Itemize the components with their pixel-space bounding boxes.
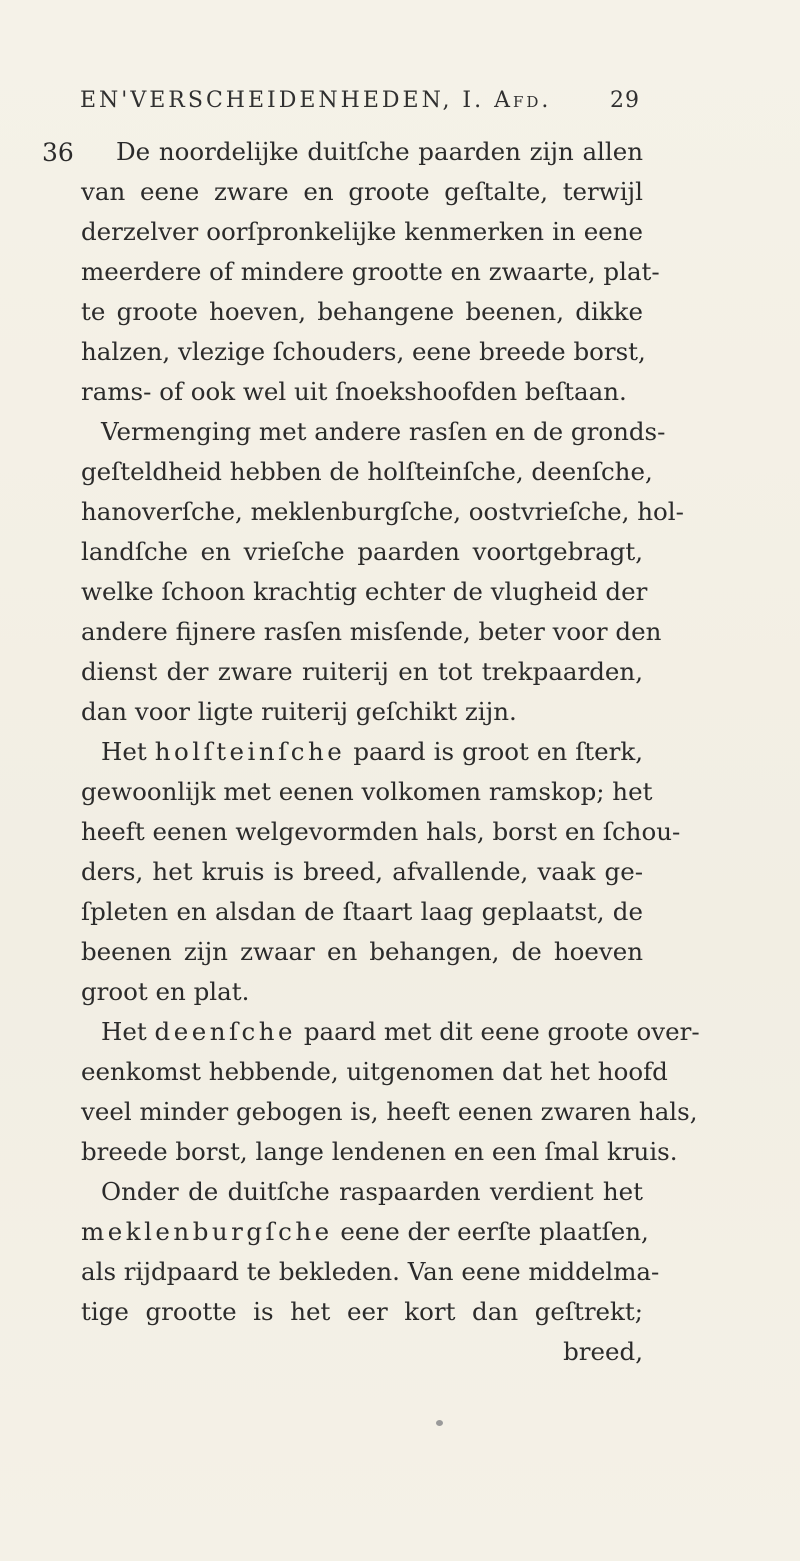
text-line: halzen, vlezige ſchouders, eene breede borst, xyxy=(81,337,646,366)
text-line: hanoverſche, meklenburgſche, oostvrieſche, hol- xyxy=(81,497,684,526)
page-number: 29 xyxy=(610,88,640,113)
paragraph-number: 36 xyxy=(42,138,74,167)
text-line: ſpleten en alsdan de ſtaart laag geplaatst, de xyxy=(81,897,643,926)
text-line: derzelver oorſpronkelijke kenmerken in eene xyxy=(81,217,643,246)
text-line: te groote hoeven, behangene beenen, dikke xyxy=(81,297,643,326)
text-line xyxy=(101,1012,700,1052)
text-fragment: eene der eerſte plaatſen, xyxy=(340,1217,649,1246)
text-fragment: paard met dit eene groote over- xyxy=(303,1017,700,1046)
text-line: heeft eenen welgevormden hals, borst en ſchou- xyxy=(81,817,681,846)
page-header xyxy=(80,88,640,118)
text-line: Onder de duitſche raspaarden verdient het xyxy=(101,1177,643,1206)
text-line: als rijdpaard te bekleden. Van eene middelma- xyxy=(81,1257,660,1286)
text-line: welke ſchoon krachtig echter de vlugheid der xyxy=(81,577,648,606)
text-line: groot en plat. xyxy=(81,977,250,1006)
text-line: landſche en vrieſche paarden voortgebragt, xyxy=(81,537,643,566)
text-line: gewoonlijk met eenen volkomen ramskop; het xyxy=(81,777,653,806)
breed-name: deenſche xyxy=(154,1017,297,1046)
text-line: veel minder gebogen is, heeft eenen zwaren hals, xyxy=(81,1097,698,1126)
breed-name: meklenburgſche xyxy=(81,1217,333,1246)
text-line: breede borst, lange lendenen en een ſmal kruis. xyxy=(81,1137,678,1166)
text-fragment: Het xyxy=(101,737,147,766)
text-fragment: Het xyxy=(101,1017,147,1046)
text-line: tige grootte is het eer kort dan geſtrekt; xyxy=(81,1297,643,1326)
text-fragment: paard is groot en ſterk, xyxy=(353,737,643,766)
text-line: van eene zware en groote geſtalte, terwijl xyxy=(81,177,643,206)
breed-name: holſteinſche xyxy=(154,737,346,766)
text-line: De noordelijke duitſche paarden zijn allen xyxy=(116,137,643,166)
text-line: dienst der zware ruiterij en tot trekpaarden, xyxy=(81,657,643,686)
text-line xyxy=(81,1212,649,1252)
catchword: breed, xyxy=(563,1337,643,1366)
text-line: geſteldheid hebben de holſteinſche, deenſche, xyxy=(81,457,653,486)
text-line: ders, het kruis is breed, afvallende, vaak ge- xyxy=(81,857,643,886)
text-line: eenkomst hebbende, uitgenomen dat het hoofd xyxy=(81,1057,668,1086)
text-line xyxy=(101,732,643,772)
text-line: andere fijnere rasſen misſende, beter voor den xyxy=(81,617,662,646)
running-title: EN'VERSCHEIDENHEDEN, I. Afd. xyxy=(80,88,552,113)
text-line: Vermenging met andere rasſen en de gronds- xyxy=(101,417,666,446)
text-line: dan voor ligte ruiterij geſchikt zijn. xyxy=(81,697,517,726)
text-line: beenen zijn zwaar en behangen, de hoeven xyxy=(81,937,643,966)
ink-speck xyxy=(436,1420,443,1426)
text-line: meerdere of mindere grootte en zwaarte, plat- xyxy=(81,257,660,286)
text-line: rams- of ook wel uit ſnoekshoofden beſtaan. xyxy=(81,377,627,406)
